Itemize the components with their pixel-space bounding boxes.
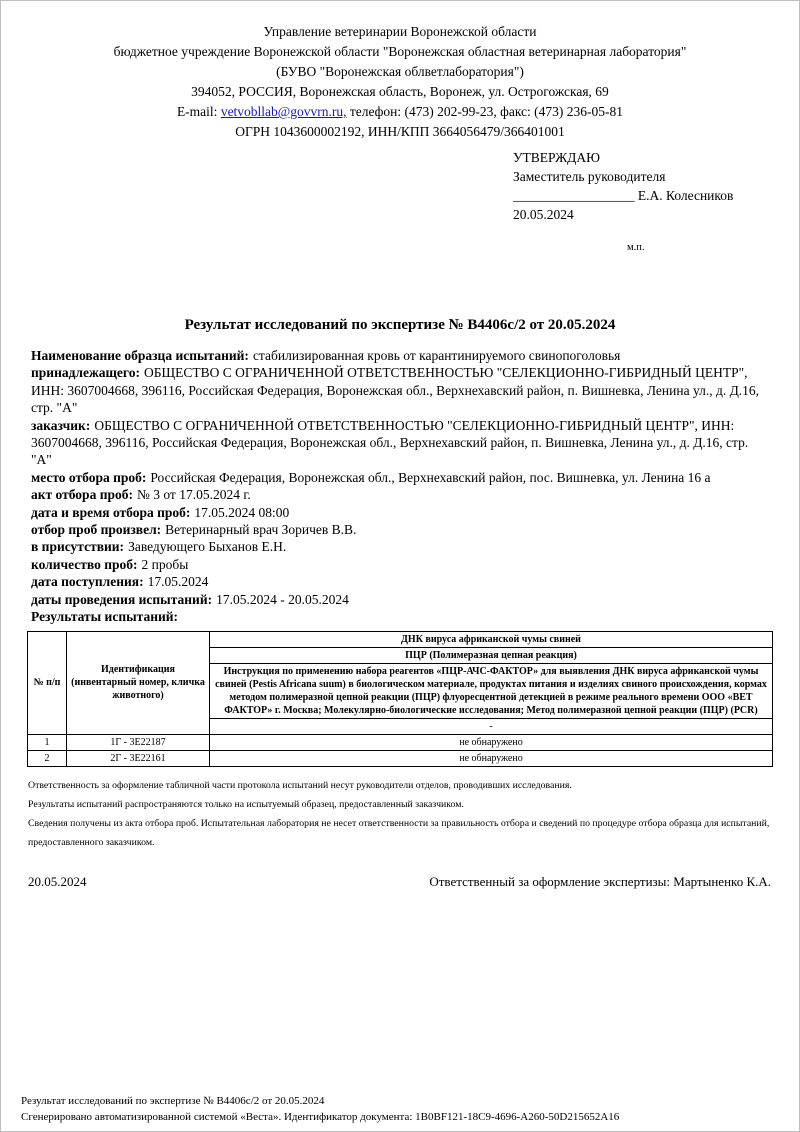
detail-testing-dates: даты проведения испытаний: 17.05.2024 - 20.05.2024 [31,591,349,607]
approver-position: Заместитель руководителя [513,169,666,184]
signoff-responsible: Ответственный за оформление экспертизы: Мартыненко К.А. [429,873,771,889]
detail-received-date: дата поступления: 17.05.2024 [31,574,209,590]
row-number: 2 [28,750,67,766]
row-result: не обнаружено [210,734,773,750]
org-name: бюджетное учреждение Воронежской области "Воронежская областная ветеринарная лаборатория" [113,44,687,59]
email-label: E-mail: [176,104,218,119]
row-sample-id: 2Г - 3Е22161 [67,750,210,766]
detail-sampled-by: отбор проб произвел: Ветеринарный врач Зоричев В.В. [31,522,357,538]
dash-cell: - [210,718,773,734]
signature-line: __________________ [513,188,635,203]
detail-sampling-act: акт отбора проб: № 3 от 17.05.2024 г. [31,487,251,503]
table-header-row-test [28,631,773,647]
detail-sampling-datetime: дата и время отбора проб: 17.05.2024 08:00 [31,504,290,520]
detail-witness: в присутствии: Заведующего Быханов Е.Н. [31,539,287,555]
detail-sample-count: количество проб: 2 пробы [31,556,189,572]
row-sample-id: 1Г - 3Е22187 [67,734,210,750]
test-group-header: ДНК вируса африканской чумы свиней [210,631,773,647]
note-sampling-info: Сведения получены из акта отбора проб. Испытательная лаборатория не несет ответственности за правильность отбора и сведений по процедуре отбора образца для испытаний, предоставленного заказчиком. [28,817,770,848]
footer-generated-id: Сгенерировано автоматизированной системой «Веста». Идентификатор документа: 1B0BF121-18C9-4696-A260-50D215652A16 [21,1110,620,1123]
page-title: Результат исследований по экспертизе № В4406с/2 от 20.05.2024 [184,317,616,333]
column-header-number: № п/п [28,631,67,734]
approval-date: 20.05.2024 [513,207,574,222]
note-scope: Результаты испытаний распространяются только на испытуемый образец, предоставленный заказчиком. [28,798,464,810]
footer-expertise-ref: Результат исследований по экспертизе № В4406с/2 от 20.05.2024 [21,1095,325,1107]
approval-block [513,148,799,224]
signoff-row [28,874,771,890]
row-result: не обнаружено [210,750,773,766]
disclaimer-notes [28,776,771,852]
approver-name: Е.А. Колесников [637,188,734,203]
results-heading: Результаты испытаний: [31,609,179,625]
approver-signature-row [513,186,799,205]
method-group-header: ПЦР (Полимеразная цепная реакция) [210,647,773,663]
org-registration-numbers: ОГРН 1043600002192, ИНН/КПП 3664056479/366401001 [235,124,565,139]
org-address: 394052, РОССИЯ, Воронежская область, Воронеж, ул. Острогожская, 69 [191,84,609,99]
detail-owner: принадлежащего: ОБЩЕСТВО С ОГРАНИЧЕННОЙ ОТВЕТСТВЕННОСТЬЮ "СЕЛЕКЦИОННО-ГИБРИДНЫЙ ЦЕНТР", ИНН: 3607004668, 396116, Российская Федерация, Воронежская обл., Верхнехавский район, п. Вишневка, Ленина ул., д. Д.16, стр. "А" [31,365,760,416]
signoff-date: 20.05.2024 [28,873,87,889]
approval-heading: УТВЕРЖДАЮ [513,150,601,165]
method-description: Инструкция по применению набора реагентов «ПЦР-АЧС-ФАКТОР» для выявления ДНК вируса африканской чумы свиней (Pestis Africana suum) в биологическом материале, продуктах питания и изделиях свиного происхождения, кормах методом полимеразной цепной реакции (ПЦР) флуоресцентной детекцией в режиме реального времени ООО «ВЕТ ФАКТОР» г. Москва; Молекулярно-биологические исследования; Метод полимеразной цепной реакции (ПЦР) (PCR) [210,663,773,718]
org-header [1,1,799,142]
detail-customer: заказчик: ОБЩЕСТВО С ОГРАНИЧЕННОЙ ОТВЕТСТВЕННОСТЬЮ "СЕЛЕКЦИОННО-ГИБРИДНЫЙ ЦЕНТР", ИНН: 3607004668, 396116, Российская Федерация, Воронежская обл., Верхнехавский район, п. Вишневка, Ленина ул., д. Д.16, стр. "А" [31,417,749,468]
email-link[interactable]: vetvobllab@govvrn.ru, [220,104,347,119]
page-footer [21,1094,619,1125]
org-short-name: (БУВО "Воронежская облветлаборатория") [276,64,524,79]
row-number: 1 [28,734,67,750]
org-department: Управление ветеринарии Воронежской области [263,24,537,39]
phone-fax: телефон: (473) 202-99-23, факс: (473) 236-05-81 [349,104,624,119]
detail-sampling-place: место отбора проб: Российская Федерация, Воронежская обл., Верхнехавский район, пос. Вишневка, ул. Ленина 16 а [31,469,711,485]
note-responsibility: Ответственность за оформление табличной части протокола испытаний несут руководители отделов, проводивших исследования. [28,779,572,791]
table-row [28,734,773,750]
stamp-placeholder: м.п. [627,242,645,253]
org-contacts [1,102,799,122]
table-row [28,750,773,766]
detail-sample-name: Наименование образца испытаний: стабилизированная кровь от карантинируемого свинопоголовья [31,348,621,363]
results-table [27,631,773,767]
sample-details [31,347,771,626]
column-header-identification: Идентификация (инвентарный номер, кличка животного) [67,631,210,734]
